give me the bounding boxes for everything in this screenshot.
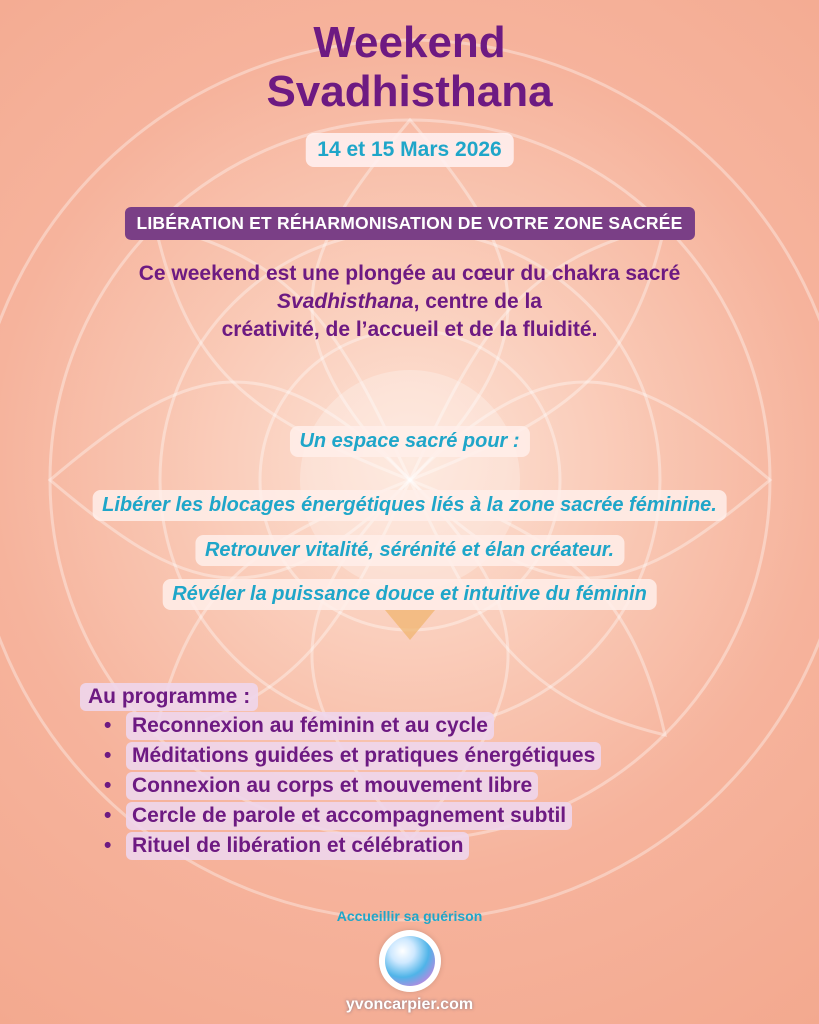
intro-line-3: créativité, de l’accueil et de la fluidité. [221, 317, 598, 341]
website-link[interactable]: yvoncarpier.com [345, 996, 474, 1013]
bullet-icon: • [104, 833, 112, 857]
intro-chakra-name: Svadhisthana [277, 289, 414, 313]
orb-sphere [385, 936, 435, 986]
program-heading: Au programme : [80, 683, 258, 711]
intro-line-2 [0, 288, 819, 316]
sacred-space-item: Retrouver vitalité, sérénité et élan créateur. [195, 535, 624, 566]
sacred-space-heading: Un espace sacré pour : [289, 426, 529, 457]
program-list [80, 712, 601, 860]
list-item [104, 742, 601, 770]
program-section [80, 683, 601, 862]
program-item-text: Rituel de libération et célébration [126, 832, 469, 860]
sacred-space-item: Libérer les blocages énergétiques liés à la zone sacrée féminine. [92, 490, 727, 521]
sacred-space-item: Révéler la puissance douce et intuitive du féminin [162, 579, 657, 610]
bullet-icon: • [104, 773, 112, 797]
program-item-text: Cercle de parole et accompagnement subtil [126, 802, 572, 830]
program-item-text: Méditations guidées et pratiques énergétiques [126, 742, 601, 770]
program-item-text: Connexion au corps et mouvement libre [126, 772, 538, 800]
bullet-icon: • [104, 714, 112, 737]
title-line-2: Svadhisthana [266, 67, 553, 117]
list-item [104, 832, 601, 860]
list-item [104, 772, 601, 800]
program-item-text: Reconnexion au féminin et au cycle [126, 712, 494, 740]
bullet-icon: • [104, 743, 112, 767]
orb-logo-icon[interactable] [379, 930, 441, 992]
intro-line-2-rest: , centre de la [413, 289, 542, 313]
intro-paragraph [0, 260, 819, 344]
subtitle-banner: LIBÉRATION ET RÉHARMONISATION DE VOTRE ZONE SACRÉE [124, 207, 694, 240]
intro-line-1: Ce weekend est une plongée au cœur du chakra sacré [138, 262, 681, 285]
list-item [104, 712, 601, 740]
list-item [104, 802, 601, 830]
title-line-1: Weekend [313, 18, 506, 67]
date-badge: 14 et 15 Mars 2026 [305, 133, 513, 167]
footer-tagline: Accueillir sa guérison [336, 908, 483, 924]
page-title [0, 18, 819, 117]
bullet-icon: • [104, 803, 112, 827]
